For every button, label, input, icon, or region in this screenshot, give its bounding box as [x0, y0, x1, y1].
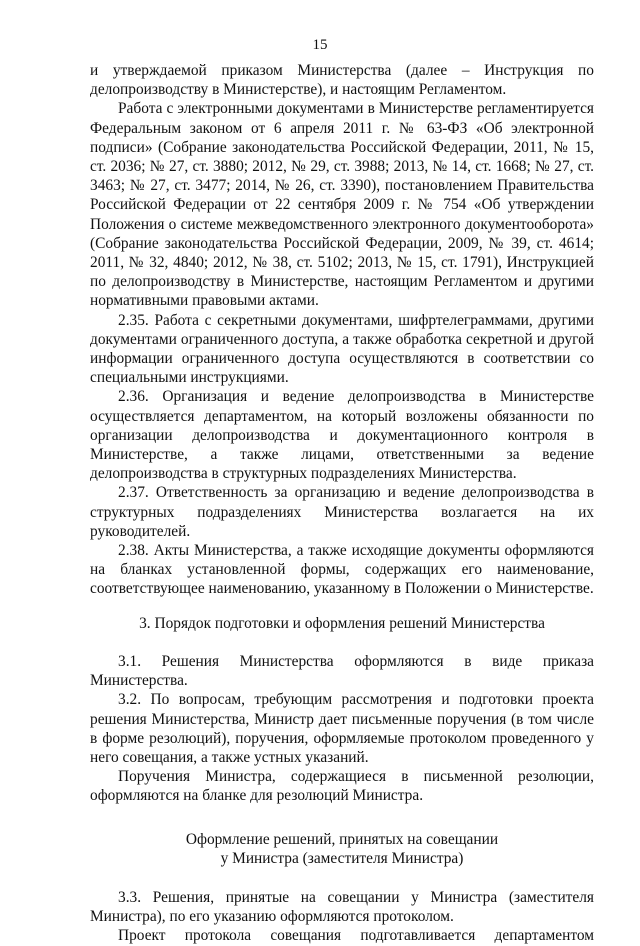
paragraph-2-36: 2.36. Организация и ведение делопроизводства в Министерстве осуществляется департаментом, на который возложены обязанности по организации делопроизводства и документационного контроля в Министерстве, а также лицами, ответственными за ведение делопроизводства в структурных подразделениях Министерства.: [90, 388, 594, 483]
paragraph-2-37: 2.37. Ответственность за организацию и ведение делопроизводства в структурных подразделениях Министерства возлагается на их руководителей.: [90, 484, 594, 540]
paragraph-project: Проект протокола совещания подготавливается департаментом: [118, 927, 594, 945]
subsection-heading-line-2: у Министра (заместителя Министра): [220, 849, 464, 867]
subsection-heading: [90, 830, 594, 868]
paragraph-3-1: 3.1. Решения Министерства оформляются в виде приказа Министерства.: [90, 652, 594, 690]
paragraph-3-2: 3.2. По вопросам, требующим рассмотрения и подготовки проекта решения Министерства, Министр дает письменные поручения (в том числе в форме резолюций), поручения, оформляемые протоколом проведенного у него совещания, а также устных указаний.: [90, 691, 594, 766]
page-number: 15: [312, 37, 328, 53]
paragraph-intro: и утверждаемой приказом Министерства (далее – Инструкция по делопроизводству в Министерстве), и настоящим Регламентом.: [90, 62, 594, 99]
section-3-heading: 3. Порядок подготовки и оформления решений Министерства: [139, 614, 545, 632]
paragraph-3-3: 3.3. Решения, принятые на совещании у Министра (заместителя Министра), по его указанию оформляются протоколом.: [90, 888, 594, 926]
paragraph-2-38: 2.38. Акты Министерства, а также исходящие документы оформляются на бланках установленной формы, содержащих его наименование, соответствующее наименованию, указанному в Положении о Министерстве.: [90, 542, 594, 598]
subsection-heading-line-1: Оформление решений, принятых на совещании: [185, 830, 499, 848]
paragraph-resolution: Поручения Министра, содержащиеся в письменной резолюции, оформляются на бланке для резолюций Министра.: [90, 768, 594, 805]
paragraph-electronic-documents: Работа с электронными документами в Министерстве регламентируется Федеральным законом от 6 апреля 2011 г. № 63-ФЗ «Об электронной подписи» (Собрание законодательства Российской Федерации, 2011, № 15, ст. 2036; № 27, ст. 3880; 2012, № 29, ст. 3988; 2013, № 14, ст. 1668; № 27, ст. 3463; № 27, ст. 3477; 2014, № 26, ст. 3390), постановлением Правительства Российской Федерации от 22 сентября 2009 г. № 754 «Об утверждении Положения о системе межведомственного электронного документооборота» (Собрание законодательства Российской Федерации, 2009, № 39, ст. 4614; 2011, № 32, 4840; 2012, № 38, ст. 5102; 2013, № 15, ст. 1791), Инструкцией по делопроизводству в Министерстве, настоящим Регламентом и другими нормативными правовыми актами.: [90, 100, 594, 310]
paragraph-2-35: 2.35. Работа с секретными документами, шифртелеграммами, другими документами ограниченного доступа, а также обработка секретной и другой информации ограниченного доступа осуществляются в соответствии со специальными инструкциями.: [90, 311, 594, 387]
document-body: [90, 61, 594, 946]
